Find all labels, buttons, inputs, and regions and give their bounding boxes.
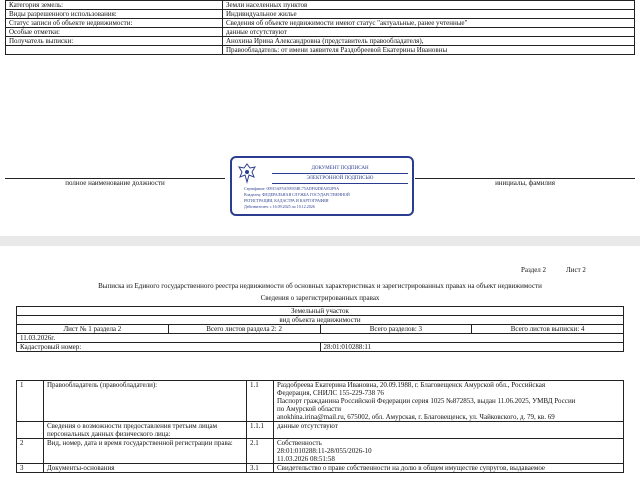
- row-value-line: данные отсутствуют: [277, 422, 338, 430]
- table-row: [6, 37, 635, 46]
- field-value: Земли населенных пунктов: [223, 1, 635, 10]
- cadastral-number: 28:01:010288:11: [320, 343, 624, 352]
- signature-position-caption: полное наименование должности: [5, 178, 225, 187]
- row-subnumber: 2.1: [247, 439, 274, 464]
- stamp-owner-1: Владелец: ФЕДЕРАЛЬНАЯ СЛУЖБА ГОСУДАРСТВЕННОЙ: [244, 192, 350, 197]
- eagle-emblem-icon: [238, 162, 256, 184]
- row-value-line: 28:01:010288:11-28/055/2026-10: [277, 447, 372, 455]
- object-type: Земельный участок: [17, 307, 624, 316]
- row-value-line: 11.03.2026 08:51:58: [277, 455, 335, 463]
- table-row: [6, 28, 635, 37]
- object-details-table: [5, 0, 635, 55]
- row-value: [274, 381, 624, 422]
- field-value: Правообладатель: от имени заявителя Раздобреевой Екатерины Ивановны: [223, 46, 635, 55]
- row-label: Сведения о возможности предоставления третьим лицам персональных данных физического лица:: [44, 422, 247, 439]
- stamp-validity: Действителен: с 16.09.2025 по 10.12.2026: [244, 204, 315, 209]
- row-value-line: Федерация, СНИЛС 155-229-738 76: [277, 389, 384, 397]
- field-label: [6, 46, 223, 55]
- extract-sheets-total: Всего листов выписки: 4: [472, 325, 624, 334]
- document-page-2: [0, 246, 640, 480]
- row-number: [17, 422, 44, 439]
- stamp-owner-2: РЕГИСТРАЦИИ, КАДАСТРА И КАРТОГРАФИИ: [244, 198, 329, 203]
- sheets-in-section: Всего листов раздела 2: 2: [168, 325, 320, 334]
- row-number: 1: [17, 381, 44, 422]
- stamp-certificate: Сертификат: 00915AF5A59935BC75ADF02DEA052F9A: [244, 186, 340, 191]
- field-label: Категория земель:: [6, 1, 223, 10]
- sheet-of-section: Лист № 1 раздела 2: [17, 325, 169, 334]
- extract-title: Выписка из Единого государственного реестра недвижимости об основных характеристиках и зарегистрированных правах на объект недвижимости: [98, 282, 542, 290]
- stamp-title-2: ЭЛЕКТРОННОЙ ПОДПИСЬЮ: [272, 174, 408, 184]
- table-row: [17, 422, 624, 439]
- row-value-line: Собственность: [277, 439, 322, 447]
- field-value: Сведения об объекте недвижимости имеют статус "актуальные, ранее учтенные": [223, 19, 635, 28]
- table-row: [6, 46, 635, 55]
- row-value: [274, 439, 624, 464]
- cadastral-number-label: Кадастровый номер:: [17, 343, 321, 352]
- field-label: Особые отметки:: [6, 28, 223, 37]
- document-page-1: [0, 0, 640, 236]
- signature-name-caption: инициалы, фамилия: [415, 178, 635, 187]
- field-label: Получатель выписки:: [6, 37, 223, 46]
- stamp-title-1: ДОКУМЕНТ ПОДПИСАН: [272, 164, 408, 174]
- extract-subtitle: Сведения о зарегистрированных правах: [260, 294, 380, 302]
- row-label: Правообладатель (правообладатели):: [44, 381, 247, 422]
- field-label: Виды разрешенного использования:: [6, 10, 223, 19]
- section-number: Раздел 2: [521, 266, 547, 274]
- row-value: [274, 464, 624, 473]
- row-label: Документы-основания: [44, 464, 247, 473]
- table-row: [6, 1, 635, 10]
- row-subnumber: 3.1: [247, 464, 274, 473]
- row-value-line: Паспорт гражданина Российской Федерации серия 1025 №872853, выдан 11.06.2025, УМВД России: [277, 397, 576, 405]
- field-label: Статус записи об объекте недвижимости:: [6, 19, 223, 28]
- row-subnumber: 1.1.1: [247, 422, 274, 439]
- object-type-caption: вид объекта недвижимости: [17, 316, 624, 325]
- row-number: 3: [17, 464, 44, 473]
- row-value: [274, 422, 624, 439]
- table-row: [17, 439, 624, 464]
- sections-total: Всего разделов: 3: [320, 325, 472, 334]
- row-value-line: Свидетельство о праве собственности на долю в общем имуществе супругов, выдаваемое: [277, 464, 546, 472]
- row-value-line: anokhina.irina@mail.ru, 675002, обл. Амурская, г. Благовещенск, ул. Чайковского, д. 79, кв. 69: [277, 413, 555, 421]
- table-row: [6, 19, 635, 28]
- row-value-line: Раздобреева Екатерина Ивановна, 20.09.1988, г. Благовещенск Амурской обл., Российская: [277, 381, 546, 389]
- field-value: Индивидуальное жилье: [223, 10, 635, 19]
- extract-header-table: [16, 306, 624, 352]
- field-value: Анохина Ирина Александровна (представитель правообладателя),: [223, 37, 635, 46]
- extract-date: 11.03.2026г.: [17, 334, 624, 343]
- table-row: [17, 464, 624, 473]
- table-row: [17, 381, 624, 422]
- row-label: Вид, номер, дата и время государственной регистрации права:: [44, 439, 247, 464]
- field-value: данные отсутствуют: [223, 28, 635, 37]
- sheet-number: Лист 2: [566, 266, 586, 274]
- electronic-signature-stamp: [230, 156, 414, 216]
- row-value-line: по Амурской области: [277, 405, 342, 413]
- table-row: [6, 10, 635, 19]
- row-subnumber: 1.1: [247, 381, 274, 422]
- row-number: 2: [17, 439, 44, 464]
- rights-table: [16, 380, 624, 473]
